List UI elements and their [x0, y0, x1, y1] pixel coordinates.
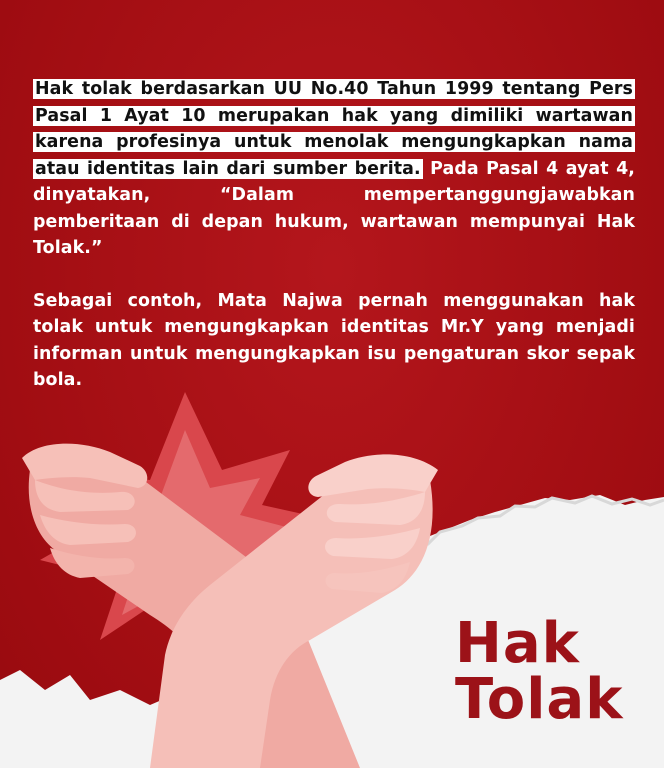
title-line-1: Hak [455, 611, 580, 676]
title-line-2: Tolak [455, 667, 624, 732]
body-text [33, 76, 635, 394]
paragraph-1 [33, 76, 635, 262]
poster-title [455, 611, 624, 732]
paragraph-2: Sebagai contoh, Mata Najwa pernah menggunakan hak tolak untuk mengungkapkan identitas Mr.Y yang menjadi informan untuk mengungkapkan isu pengaturan skor sepak bola. [33, 290, 635, 390]
highlighted-definition: Hak tolak berdasarkan UU No.40 Tahun 1999 tentang Pers Pasal 1 Ayat 10 merupakan hak yang dimiliki wartawan karena profesinya untuk menolak mengungkapkan nama atau identitas lain dari sumber berita. [35, 79, 633, 179]
paragraph-1-rest: Pada Pasal 4 ayat 4, dinyatakan, “Dalam mempertanggungjawabkan pemberitaan di depan hukum, wartawan mempunyai Hak Tolak.” [33, 158, 635, 258]
